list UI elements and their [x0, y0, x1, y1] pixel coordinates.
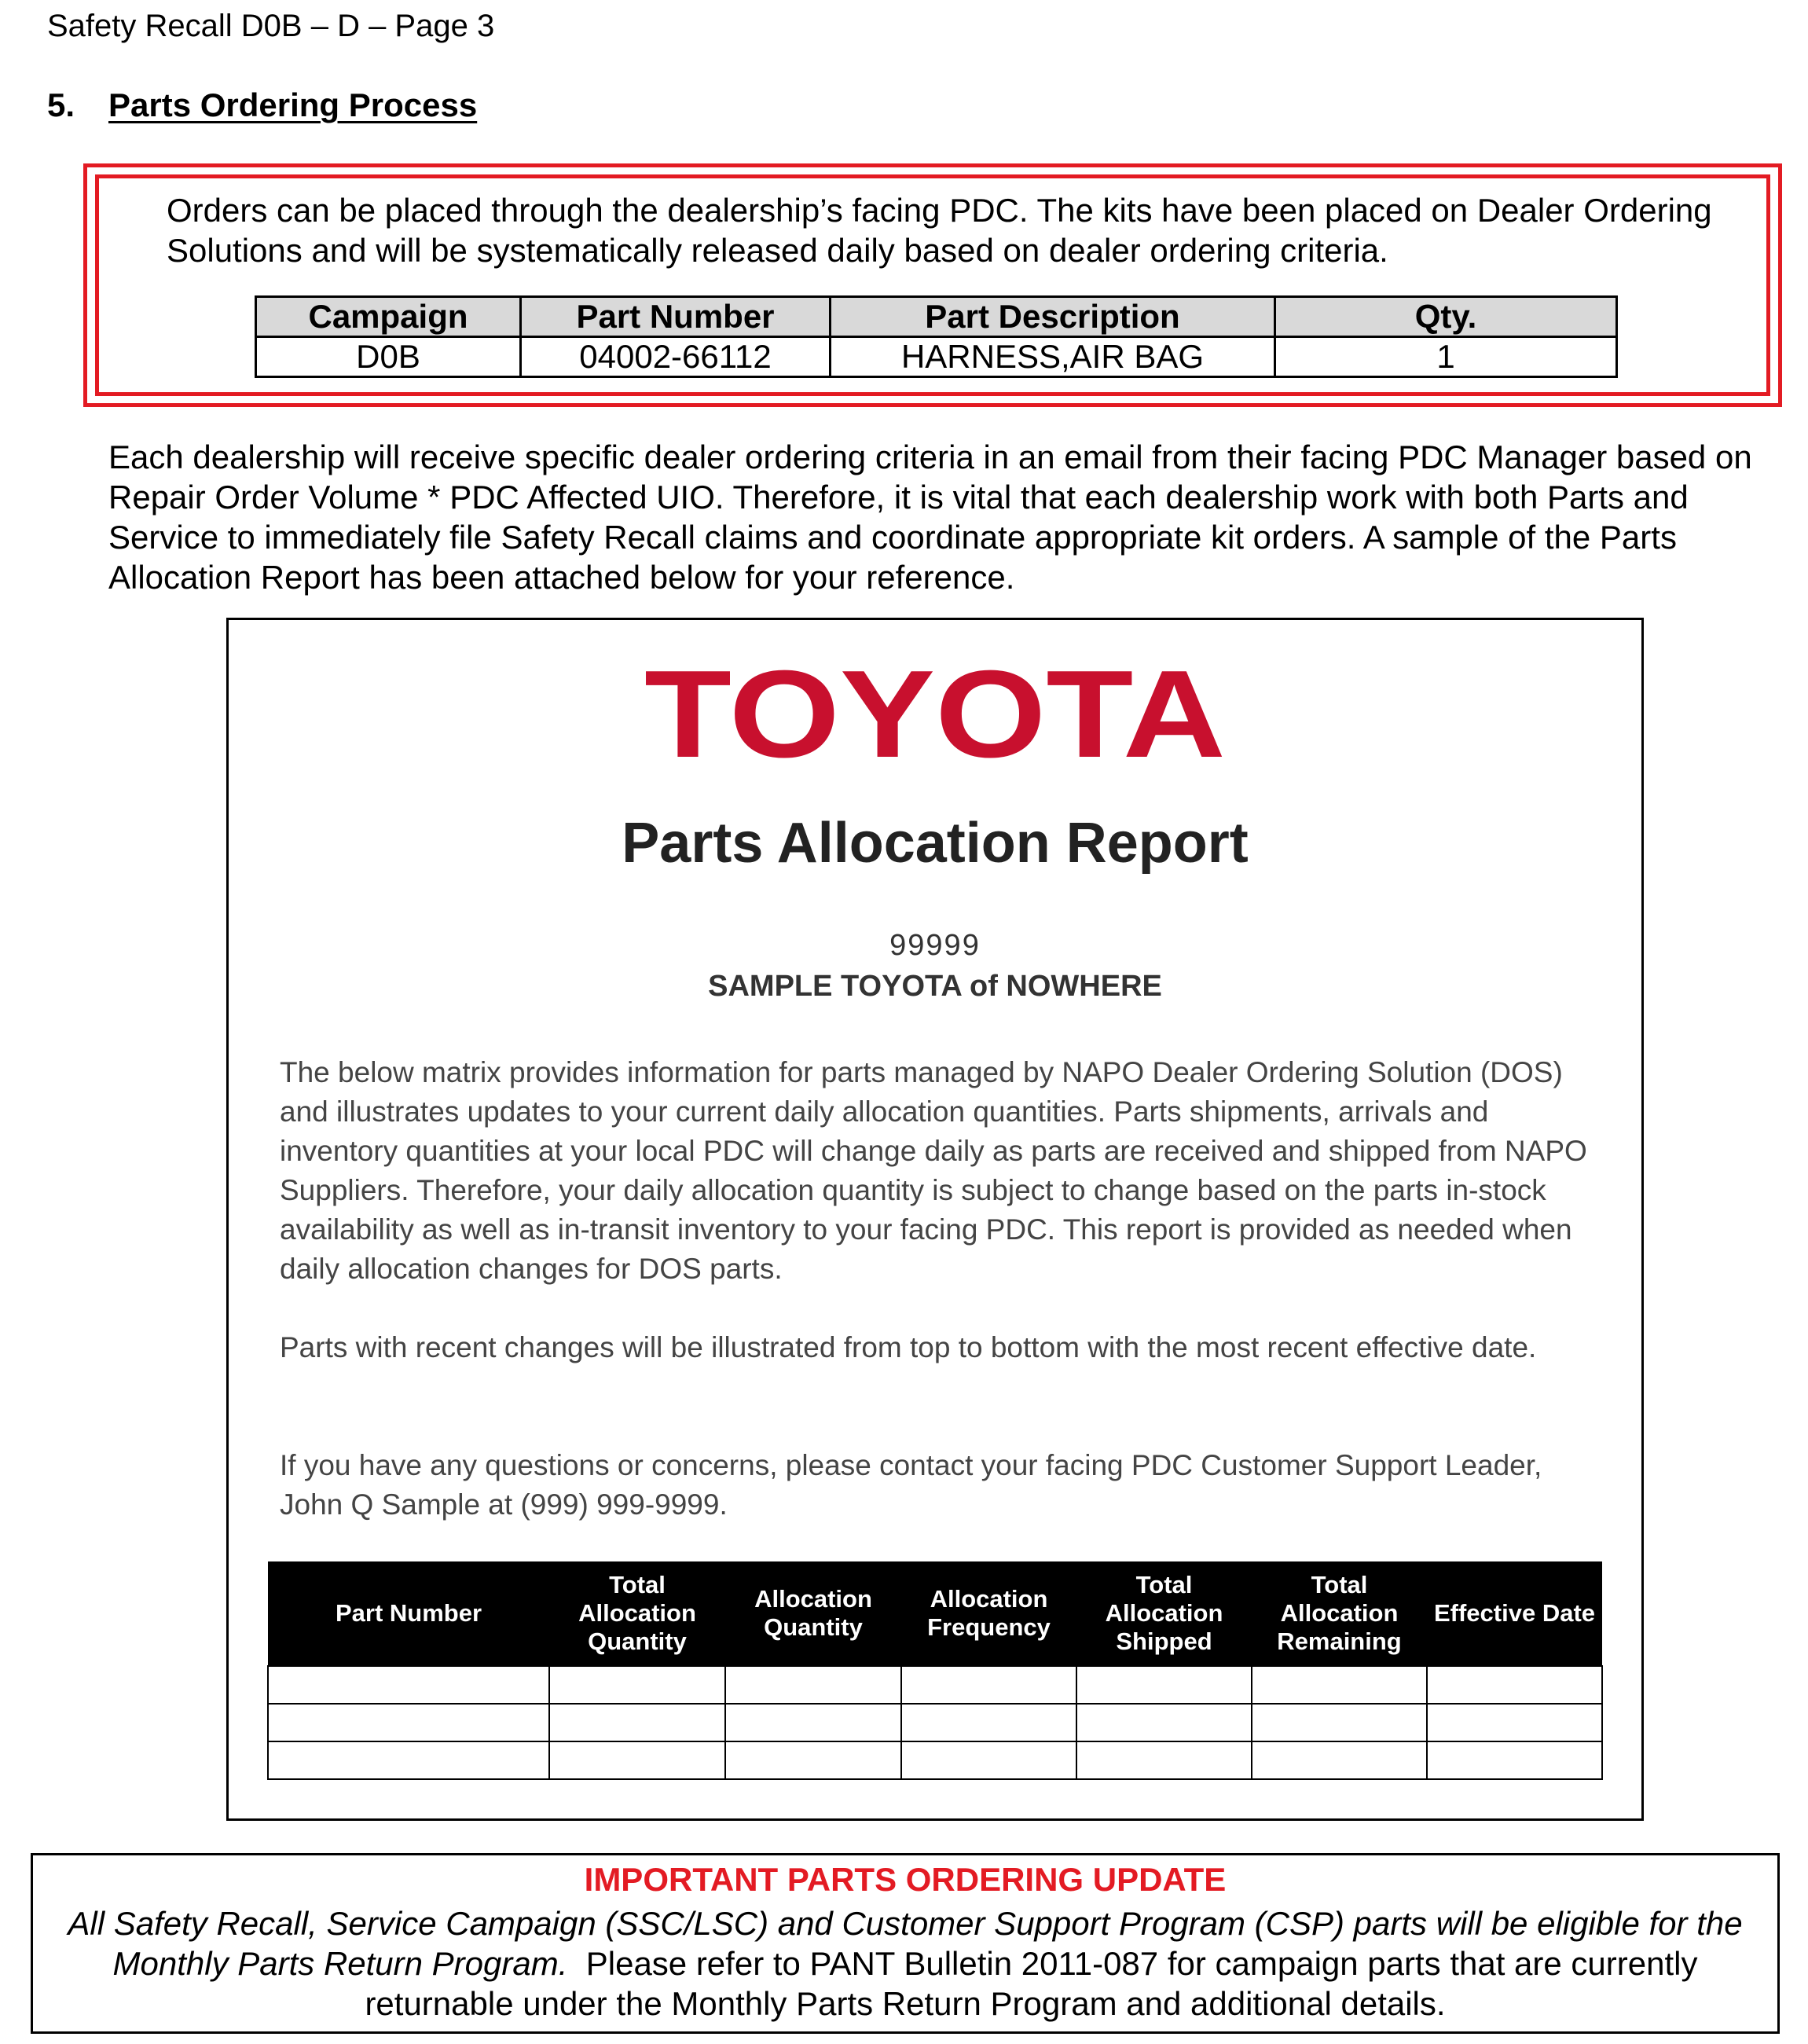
- report-intro-paragraph: The below matrix provides information for parts managed by NAPO Dealer Ordering Solution (DOS) and illustrates updates to your current daily allocation quantities. Parts shipments, arrivals and inventory quantities at your local PDC will change daily as parts are received and shipped from NAPO Suppliers. Therefore, your daily allocation quantity is subject to change based on the parts in-stock availability as well as in-transit inventory to your facing PDC. This report is provided as needed when daily allocation changes for DOS parts.: [280, 1056, 1587, 1285]
- dealer-code: 99999: [889, 929, 981, 962]
- column-header-total-allocation-quantity: Total Allocation Quantity: [549, 1561, 725, 1666]
- important-update-eligibility: All Safety Recall, Service Campaign (SSC/LSC) and Customer Support Program (CSP) parts will be eligible for the Monthly Parts Return Program.: [68, 1905, 1743, 1982]
- parts-table: [255, 295, 1618, 378]
- report-title: Parts Allocation Report: [622, 812, 1249, 875]
- cell-qty: 1: [1275, 337, 1617, 377]
- important-update-reference: Please refer to PANT Bulletin 2011-087 for campaign parts that are currently returnable under the Monthly Parts Return Program and additional details.: [365, 1945, 1698, 2022]
- section-heading: [47, 85, 477, 126]
- toyota-logo-wordmark: [636, 656, 1234, 774]
- section-title: Parts Ordering Process: [108, 86, 478, 123]
- column-header-effective-date: Effective Date: [1427, 1561, 1602, 1666]
- column-header-part-description: Part Description: [831, 297, 1275, 337]
- cell-part-description: HARNESS,AIR BAG: [831, 337, 1275, 377]
- column-header-qty: Qty.: [1275, 297, 1617, 337]
- parts-table-header-row: [256, 297, 1617, 337]
- column-header-part-number: Part Number: [521, 297, 831, 337]
- cell-campaign: D0B: [256, 337, 521, 377]
- important-update-heading: IMPORTANT PARTS ORDERING UPDATE: [584, 1861, 1227, 1898]
- column-header-campaign: Campaign: [256, 297, 521, 337]
- column-header-allocation-quantity: Allocation Quantity: [725, 1561, 901, 1666]
- toyota-logo: [226, 656, 1644, 778]
- column-header-total-allocation-shipped: Total Allocation Shipped: [1076, 1561, 1252, 1666]
- page-header: Safety Recall D0B – D – Page 3: [47, 9, 495, 43]
- report-sorting-paragraph: Parts with recent changes will be illustrated from top to bottom with the most recent effective date.: [280, 1331, 1537, 1363]
- table-row: [268, 1741, 1602, 1779]
- column-header-allocation-frequency: Allocation Frequency: [901, 1561, 1076, 1666]
- cell-part-number: 04002-66112: [521, 337, 831, 377]
- report-contact-paragraph: If you have any questions or concerns, please contact your facing PDC Customer Support Leader, John Q Sample at (999) 999-9999.: [280, 1449, 1542, 1521]
- column-header-part-number: Part Number: [268, 1561, 549, 1666]
- dealer-instructions-paragraph: Each dealership will receive specific dealer ordering criteria in an email from their facing PDC Manager based on Repair Order Volume * PDC Affected UIO. Therefore, it is vital that each dealership work with both Parts and Service to immediately file Safety Recall claims and coordinate appropriate kit orders. A sample of the Parts Allocation Report has been attached below for your reference.: [108, 439, 1752, 596]
- table-row: [256, 337, 1617, 377]
- table-row: [268, 1666, 1602, 1704]
- section-number: 5.: [47, 86, 75, 123]
- column-header-total-allocation-remaining: Total Allocation Remaining: [1252, 1561, 1427, 1666]
- allocation-table: [267, 1561, 1603, 1780]
- toyota-logo-text: TOYOTA: [644, 656, 1226, 774]
- table-row: [268, 1704, 1602, 1741]
- ordering-notice: Orders can be placed through the dealership’s facing PDC. The kits have been placed on Dealer Ordering Solutions and will be systematically released daily based on dealer ordering criteria.: [167, 192, 1712, 269]
- important-update-body: [47, 1903, 1763, 2024]
- dealer-name: SAMPLE TOYOTA of NOWHERE: [708, 970, 1162, 1003]
- allocation-table-header-row: [268, 1561, 1602, 1666]
